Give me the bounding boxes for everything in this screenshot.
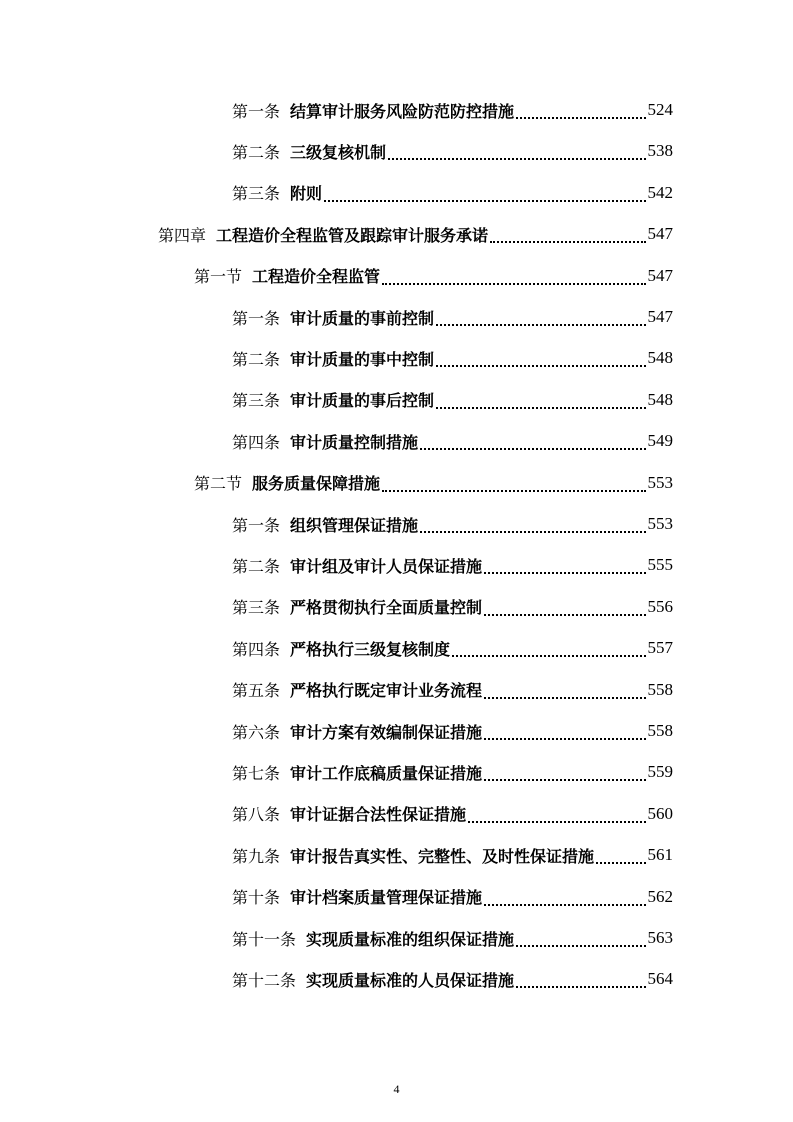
dot-leader [420,517,645,533]
toc-entry-number: 第二条 [232,349,281,369]
toc-entry-title: 服务质量保障措施 [252,474,381,494]
toc-entry-number: 第二条 [232,142,281,162]
toc-entry-title: 实现质量标准的组织保证措施 [306,929,515,949]
toc-entry[interactable] [232,504,673,544]
toc-entry[interactable] [232,918,673,958]
toc-entry-number: 第一条 [232,101,281,121]
dot-leader [468,807,645,823]
toc-entry[interactable] [232,131,673,171]
toc-entry-number: 第十二条 [232,970,297,990]
toc-entry-title: 审计质量的事前控制 [290,308,435,328]
toc-entry-title: 审计证据合法性保证措施 [290,805,467,825]
toc-entry-title: 组织管理保证措施 [290,515,419,535]
toc-entry[interactable] [232,959,673,999]
toc-entry-number: 第三条 [232,184,281,204]
toc-entry[interactable] [232,380,673,420]
toc-entry-page: 558 [647,679,673,699]
toc-entry-title: 三级复核机制 [290,142,387,162]
toc-entry-title: 审计工作底稿质量保证措施 [290,763,483,783]
toc-entry-title: 审计组及审计人员保证措施 [290,556,483,576]
toc-entry-title: 审计质量的事中控制 [290,349,435,369]
dot-leader [516,931,645,947]
toc-entry-number: 第一条 [232,308,281,328]
toc-entry-title: 审计报告真实性、完整性、及时性保证措施 [290,846,595,866]
dot-leader [382,269,645,285]
toc-entry-number: 第四章 [158,225,207,245]
toc-entry-page: 548 [647,389,673,409]
toc-entry[interactable] [232,421,673,461]
dot-leader [484,683,645,699]
toc-entry-number: 第十一条 [232,929,297,949]
toc-entry-page: 553 [647,472,673,492]
toc-entry[interactable] [232,670,673,710]
toc-entry-page: 553 [647,514,673,533]
toc-entry-page: 559 [647,762,673,782]
toc-entry-title: 严格贯彻执行全面质量控制 [290,598,483,618]
dot-leader [420,434,645,450]
toc-entry[interactable] [232,587,673,627]
toc-entry-page: 557 [647,638,673,658]
toc-entry-number: 第三条 [232,598,281,618]
toc-entry-title: 附则 [290,184,323,204]
toc-entry-number: 第六条 [232,722,281,742]
toc-entry-number: 第八条 [232,805,281,825]
toc-entry-page: 547 [647,265,673,285]
dot-leader [484,558,645,574]
toc-entry-number: 第四条 [232,639,281,659]
toc-entry[interactable] [232,545,673,585]
dot-leader [490,227,645,243]
dot-leader [516,972,645,988]
toc-entry-number: 第九条 [232,846,281,866]
toc-entry[interactable] [232,173,673,213]
toc-entry-title: 工程造价全程监管 [252,267,381,287]
toc-entry-number: 第一条 [232,515,281,535]
dot-leader [484,890,645,906]
toc-entry-page: 524 [647,100,673,119]
toc-entry-page: 558 [647,721,673,740]
toc-entry-page: 563 [647,928,673,947]
toc-entry[interactable] [232,338,673,378]
toc-entry-title: 工程造价全程监管及跟踪审计服务承诺 [216,225,489,245]
toc-entry-page: 556 [647,596,673,616]
toc-entry-title: 审计质量控制措施 [290,432,419,452]
toc-entry-number: 第一节 [194,267,243,287]
toc-entry-page: 542 [647,182,673,202]
toc-entry-page: 548 [647,348,673,368]
dot-leader [484,600,645,616]
toc-entry-page: 564 [647,969,673,989]
dot-leader [388,144,645,160]
toc-entry-number: 第三条 [232,391,281,411]
toc-entry-page: 549 [647,431,673,451]
dot-leader [436,310,645,326]
toc-entry-number: 第二节 [194,474,243,494]
dot-leader [516,103,645,119]
dot-leader [484,724,645,740]
toc-entry-number: 第四条 [232,432,281,452]
toc-entry[interactable] [232,794,673,834]
toc-entry-title: 审计档案质量管理保证措施 [290,888,483,908]
toc-entry-number: 第二条 [232,556,281,576]
dot-leader [436,351,645,367]
toc-entry-page: 547 [647,224,673,244]
toc-entry-number: 第五条 [232,681,281,701]
toc-entry[interactable] [232,90,673,130]
toc-entry[interactable] [232,877,673,917]
dot-leader [452,641,645,657]
toc-entry-page: 562 [647,886,673,906]
dot-leader [484,765,645,781]
dot-leader [436,393,645,409]
toc-entry[interactable] [158,214,673,254]
dot-leader [596,848,645,864]
page-number: 4 [393,1082,400,1096]
toc-entry-page: 555 [647,555,673,575]
toc-entry[interactable] [232,752,673,792]
dot-leader [382,476,645,492]
toc-entry[interactable] [194,463,673,503]
toc-entry-title: 结算审计服务风险防范防控措施 [290,101,515,121]
toc-entry-number: 第七条 [232,763,281,783]
toc-entry-page: 547 [647,307,673,326]
toc-entry-title: 审计质量的事后控制 [290,391,435,411]
toc-entry-title: 严格执行三级复核制度 [290,639,451,659]
toc-entry-page: 560 [647,803,673,823]
toc-entry[interactable] [232,835,673,875]
toc-entry[interactable] [232,297,673,337]
toc-entry[interactable] [232,628,673,668]
toc-entry-title: 实现质量标准的人员保证措施 [306,970,515,990]
toc-entry[interactable] [232,711,673,751]
dot-leader [324,186,645,202]
toc-entry[interactable] [194,256,673,296]
toc-entry-title: 严格执行既定审计业务流程 [290,681,483,701]
toc-entry-title: 审计方案有效编制保证措施 [290,722,483,742]
toc-entry-number: 第十条 [232,888,281,908]
toc-entry-page: 538 [647,141,673,161]
toc-entry-page: 561 [647,845,673,865]
